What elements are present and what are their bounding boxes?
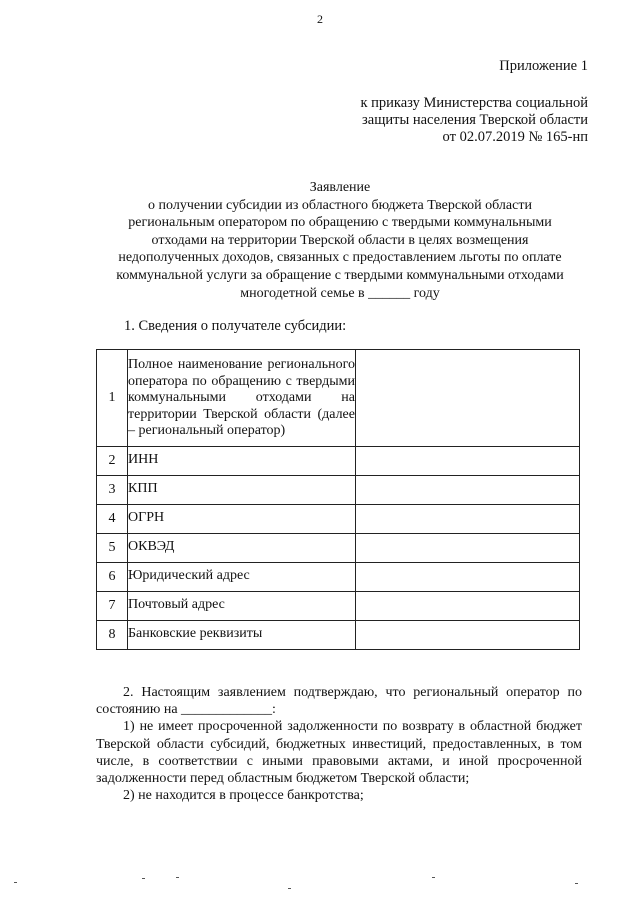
table-row [97, 350, 580, 447]
row-value[interactable] [356, 475, 580, 504]
heading-line-6: коммунальной услуги за обращение с твердыми коммунальными отходами [116, 267, 564, 283]
appendix-title: Приложение 1 [499, 58, 588, 74]
body-text [96, 684, 582, 804]
heading-line-1: Заявление [309, 180, 371, 195]
heading-line-5: недополученных доходов, связанных с предоставлением льготы по оплате [118, 250, 562, 266]
appendix-line-2: защиты населения Тверской области [362, 112, 588, 128]
scan-noise [0, 868, 640, 888]
heading-line-3: региональным оператором по обращению с твердыми коммунальными [128, 215, 552, 231]
row-number: 8 [97, 620, 128, 649]
row-label: Полное наименование регионального оператора по обращению с твердыми коммунальными отходами на территории Тверской области (далее – региональный оператор) [128, 350, 356, 447]
paragraph-2-item-2: 2) не находится в процессе банкротства; [123, 788, 364, 804]
appendix-line-3: от 02.07.2019 № 165-нп [442, 129, 588, 145]
row-value[interactable] [356, 620, 580, 649]
row-value[interactable] [356, 350, 580, 447]
table-row [97, 562, 580, 591]
row-value[interactable] [356, 446, 580, 475]
row-value[interactable] [356, 504, 580, 533]
row-value[interactable] [356, 562, 580, 591]
row-number: 6 [97, 562, 128, 591]
paragraph-2-item-1: 1) не имеет просроченной задолженности по возврату в областной бюджет Тверской области субсидий, бюджетных инвестиций, предоставленных, в том числе, в соответствии с иными правовыми актами, и иной просроченной задолженности перед областным бюджетом Тверской области; [96, 719, 582, 787]
row-label: ИНН [128, 446, 356, 475]
row-label: Юридический адрес [128, 562, 356, 591]
row-label: Почтовый адрес [128, 591, 356, 620]
table-row [97, 591, 580, 620]
row-number: 3 [97, 475, 128, 504]
appendix-line-1: к приказу Министерства социальной [360, 95, 588, 111]
recipient-info-table [96, 349, 580, 650]
table-row [97, 533, 580, 562]
heading-line-7: многодетной семье в ______ году [240, 285, 440, 301]
table-row [97, 504, 580, 533]
row-number: 2 [97, 446, 128, 475]
row-number: 5 [97, 533, 128, 562]
page-number: 2 [317, 12, 323, 26]
section-1-title: 1. Сведения о получателе субсидии: [124, 318, 347, 334]
row-number: 1 [97, 350, 128, 447]
row-label: Банковские реквизиты [128, 620, 356, 649]
row-label: ОГРН [128, 504, 356, 533]
table-row [97, 620, 580, 649]
heading-line-2: о получении субсидии из областного бюджета Тверской области [148, 197, 532, 213]
row-value[interactable] [356, 591, 580, 620]
row-label: КПП [128, 475, 356, 504]
row-number: 4 [97, 504, 128, 533]
table-row [97, 475, 580, 504]
row-value[interactable] [356, 533, 580, 562]
table-row [97, 446, 580, 475]
heading-line-4: отходами на территории Тверской области в целях возмещения [151, 232, 529, 248]
row-number: 7 [97, 591, 128, 620]
paragraph-2: 2. Настоящим заявлением подтверждаю, что региональный оператор по состоянию на _____________: [96, 685, 582, 718]
document-heading [70, 179, 610, 302]
row-label: ОКВЭД [128, 533, 356, 562]
